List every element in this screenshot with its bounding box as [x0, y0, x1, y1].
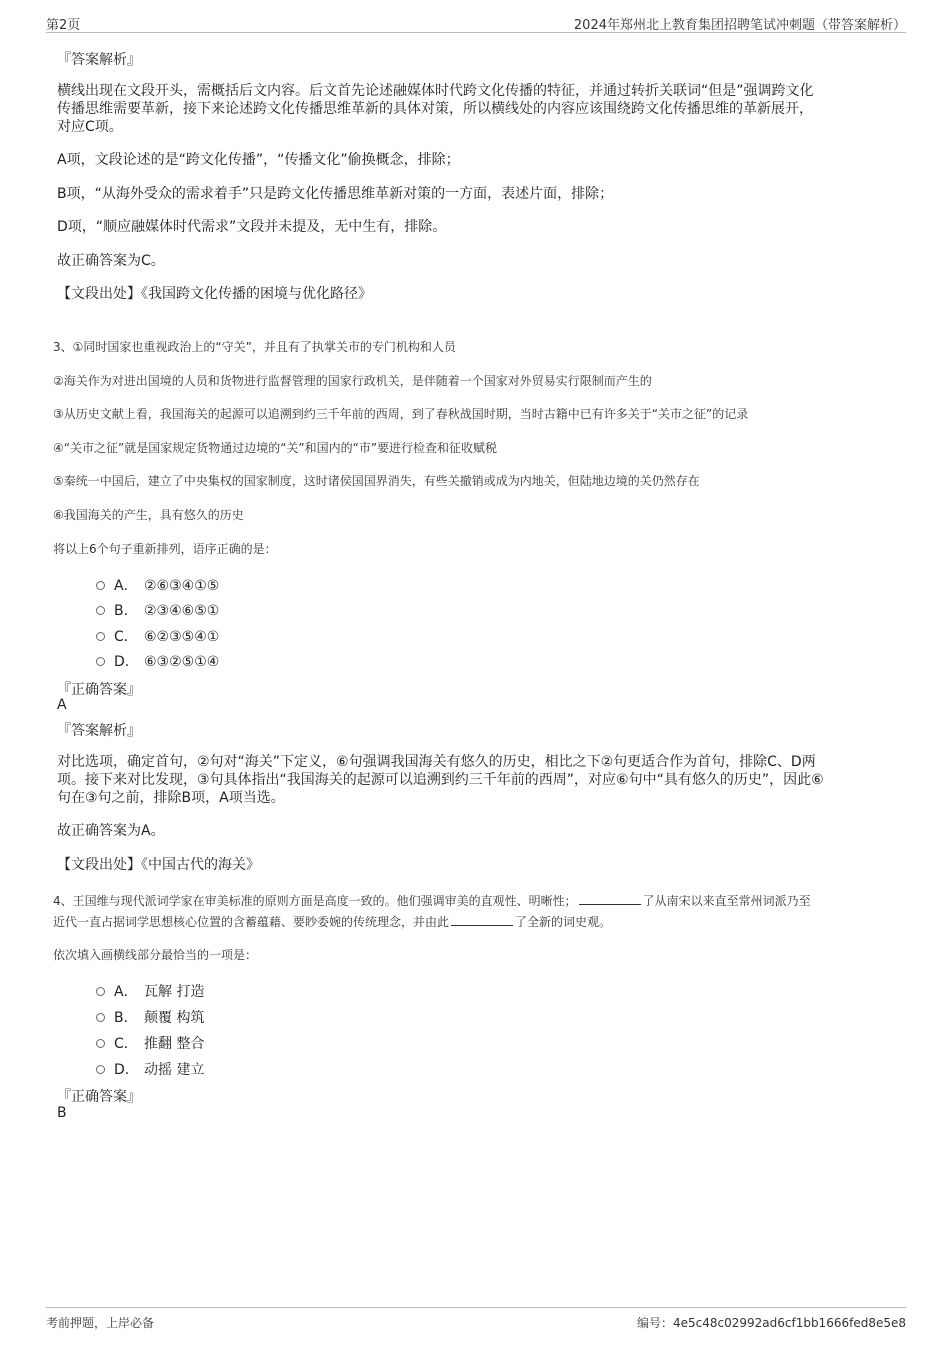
q2-option-analysis-a: A项，文段论述的是“跨文化传播”，“传播文化”偷换概念，排除； — [57, 152, 460, 168]
q3-analysis-line-1: 对比选项，确定首句，②句对“海关”下定义，⑥句强调我国海关有悠久的历史，相比之下②句更适合作为首句，排除C、D两 — [57, 754, 816, 770]
footer-code: 编号：4e5c48c02992ad6cf1bb1666fed8e5e8 — [636, 1316, 906, 1330]
q3-option-c[interactable] — [96, 626, 219, 646]
q3-conclusion: 故正确答案为A。 — [57, 823, 165, 839]
radio-icon[interactable] — [96, 987, 105, 996]
radio-icon[interactable] — [96, 632, 105, 641]
q3-option-a[interactable] — [96, 575, 219, 595]
q2-analysis-line-3: 对应C项。 — [57, 119, 123, 135]
option-letter: B． — [114, 603, 138, 619]
q3-sentence-3: ③从历史文献上看，我国海关的起源可以追溯到约三千年前的西周，到了春秋战国时期，当时古籍中已有许多关于“关市之征”的记录 — [53, 407, 749, 421]
radio-icon[interactable] — [96, 581, 105, 590]
q4-option-d[interactable] — [96, 1059, 204, 1079]
q4-stem-part-3: 近代一直占据词学思想核心位置的含蓄蕴藉、要眇委婉的传统理念，并由此 — [53, 915, 450, 929]
q3-analysis-line-3: 句在③句之前，排除B项，A项当选。 — [57, 790, 285, 806]
option-text: ②⑥③④①⑤ — [144, 578, 220, 594]
q4-option-a[interactable] — [96, 981, 204, 1001]
q2-analysis-line-2: 传播思维需要革新，接下来论述跨文化传播思维革新的具体对策，所以横线处的内容应该围绕跨文化传播思维的革新展开， — [57, 101, 813, 117]
q3-sentence-2: ②海关作为对进出国境的人员和货物进行监督管理的国家行政机关，是伴随着一个国家对外贸易实行限制而产生的 — [53, 374, 652, 388]
q3-answer-label: 『正确答案』 — [57, 682, 141, 698]
q2-analysis-label: 『答案解析』 — [57, 52, 141, 68]
q4-answer-label: 『正确答案』 — [57, 1089, 141, 1105]
q3-sentence-4: ④“关市之征”就是国家规定货物通过边境的“关”和国内的“市”要进行检查和征收赋税 — [53, 441, 498, 455]
option-text: 动摇 建立 — [144, 1062, 205, 1078]
option-text: ⑥②③⑤④① — [144, 629, 220, 645]
q3-analysis-label: 『答案解析』 — [57, 723, 141, 739]
q4-stem-part-2: 了从南宋以来直至常州词派乃至 — [642, 894, 811, 908]
q2-analysis-line-1: 横线出现在文段开头，需概括后文内容。后文首先论述融媒体时代跨文化传播的特征，并通过转折关联词“但是”强调跨文化 — [57, 83, 814, 99]
option-letter: D． — [114, 654, 139, 670]
option-letter: A． — [114, 984, 138, 1000]
radio-icon[interactable] — [96, 606, 105, 615]
q4-stem-part-4: 了全新的词史观。 — [515, 915, 612, 929]
option-letter: C． — [114, 1036, 138, 1052]
option-text: 瓦解 打造 — [144, 984, 205, 1000]
radio-icon[interactable] — [96, 1065, 105, 1074]
document-title: 2024年郑州北上教育集团招聘笔试冲刺题（带答案解析） — [573, 18, 906, 33]
q3-sentence-5: ⑤秦统一中国后，建立了中央集权的国家制度，这时诸侯国国界消失，有些关撤销或成为内地关，但陆地边境的关仍然存在 — [53, 474, 700, 488]
q2-source: 【文段出处】《我国跨文化传播的困境与优化路径》 — [57, 286, 372, 302]
q3-answer: A — [57, 697, 67, 713]
option-letter: A． — [114, 578, 138, 594]
radio-icon[interactable] — [96, 1039, 105, 1048]
q4-answer: B — [57, 1105, 67, 1121]
option-letter: C． — [114, 629, 138, 645]
q3-option-b[interactable] — [96, 600, 219, 620]
q4-stem-line-2 — [53, 913, 611, 930]
q2-conclusion: 故正确答案为C。 — [57, 253, 165, 269]
page-number: 第2页 — [46, 18, 81, 33]
radio-icon[interactable] — [96, 657, 105, 666]
option-letter: D． — [114, 1062, 139, 1078]
q4-prompt: 依次填入画横线部分最恰当的一项是： — [53, 948, 258, 962]
q3-analysis-line-2: 项。接下来对比发现，③句具体指出“我国海关的起源可以追溯到约三千年前的西周”，对应⑥句中“具有悠久的历史”，因此⑥ — [57, 772, 824, 788]
option-text: ⑥③②⑤①④ — [144, 654, 220, 670]
radio-icon[interactable] — [96, 1013, 105, 1022]
fill-blank-2 — [451, 914, 513, 926]
q3-option-d[interactable] — [96, 651, 219, 671]
footer-divider — [46, 1307, 906, 1308]
q4-option-b[interactable] — [96, 1007, 204, 1027]
option-text: ②③④⑥⑤① — [144, 603, 220, 619]
q3-source: 【文段出处】《中国古代的海关》 — [57, 857, 260, 873]
q4-stem-part-1: 4、王国维与现代派词学家在审美标准的原则方面是高度一致的。他们强调审美的直观性、明晰性； — [53, 894, 577, 908]
option-text: 推翻 整合 — [144, 1036, 205, 1052]
option-letter: B． — [114, 1010, 138, 1026]
q2-option-analysis-d: D项，“顺应融媒体时代需求”文段并未提及，无中生有，排除。 — [57, 219, 447, 235]
q3-sentence-1: 3、①同时国家也重视政治上的“守关”，并且有了执掌关市的专门机构和人员 — [53, 340, 456, 354]
q3-sentence-6: ⑥我国海关的产生，具有悠久的历史 — [53, 508, 244, 522]
q3-prompt: 将以上6个句子重新排列，语序正确的是： — [53, 542, 277, 556]
q4-option-c[interactable] — [96, 1033, 204, 1053]
footer-slogan: 考前押题，上岸必备 — [46, 1316, 155, 1330]
q4-stem-line-1 — [53, 892, 811, 909]
header-divider — [46, 32, 906, 33]
fill-blank-1 — [579, 893, 641, 905]
q2-option-analysis-b: B项，“从海外受众的需求着手”只是跨文化传播思维革新对策的一方面，表述片面，排除； — [57, 186, 614, 202]
option-text: 颠覆 构筑 — [144, 1010, 205, 1026]
